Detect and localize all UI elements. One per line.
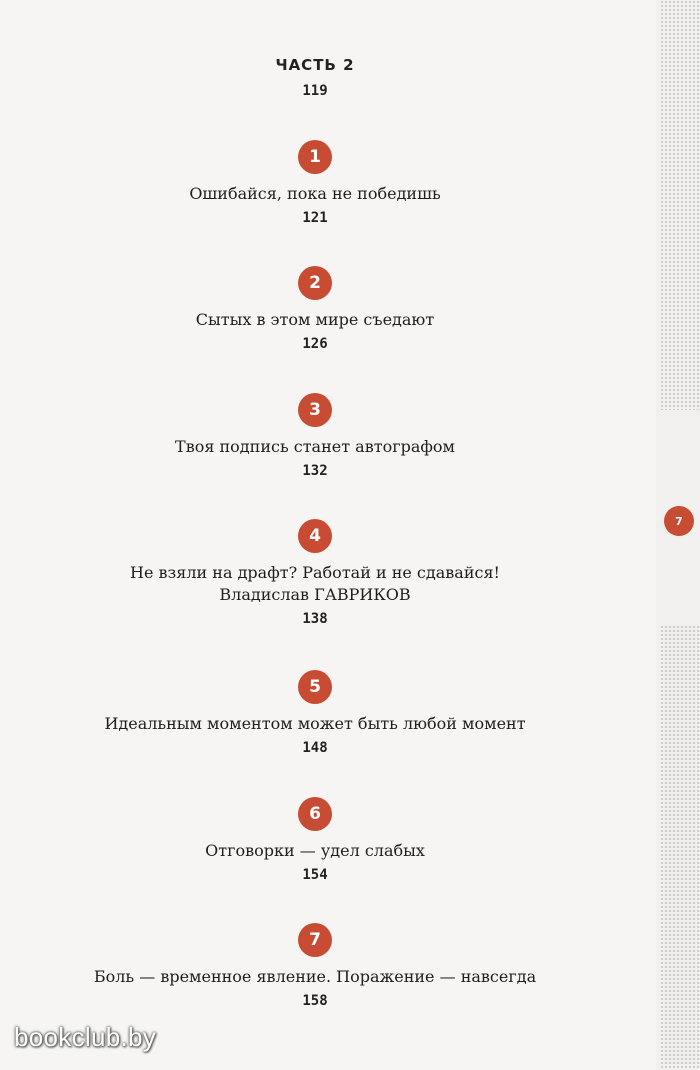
- chapter-page-number: 148: [302, 740, 328, 756]
- chapter-number-badge: 6: [298, 797, 332, 831]
- chapter-page-number: 158: [302, 993, 328, 1009]
- chapter-title-line: Не взяли на драфт? Работай и не сдавайся!: [130, 563, 500, 582]
- chapter-number-badge: 3: [298, 393, 332, 427]
- chapter-number-badge: 1: [298, 140, 332, 174]
- chapter-number-badge: 5: [298, 670, 332, 704]
- chapter-title-line: Сытых в этом мире съедают: [195, 310, 435, 329]
- halftone-pattern: [660, 625, 700, 1070]
- toc-entry-2[interactable]: [0, 266, 630, 352]
- chapter-title: [0, 713, 630, 735]
- chapter-author-line: Владислав ГАВРИКОВ: [219, 585, 411, 604]
- part-page-number: 119: [302, 83, 328, 99]
- chapter-title: [0, 966, 630, 988]
- part-title: ЧАСТЬ 2: [275, 56, 355, 74]
- side-chapter-marker: 7: [664, 506, 694, 536]
- chapter-title-line: Ошибайся, пока не победишь: [189, 184, 441, 203]
- toc-entry-7[interactable]: [0, 923, 630, 1009]
- chapter-title-line: Отговорки — удел слабых: [205, 841, 425, 860]
- chapter-title-line: Идеальным моментом может быть любой момент: [104, 714, 526, 733]
- chapter-number-badge: 2: [298, 266, 332, 300]
- chapter-page-number: 138: [302, 611, 328, 627]
- toc-entry-1[interactable]: [0, 140, 630, 226]
- chapter-title-line: Боль — временное явление. Поражение — навсегда: [93, 967, 537, 986]
- toc-entry-6[interactable]: [0, 797, 630, 883]
- chapter-title: [0, 309, 630, 331]
- chapter-title: [0, 436, 630, 458]
- toc-entry-4[interactable]: [0, 519, 630, 627]
- toc-entry-3[interactable]: [0, 393, 630, 479]
- halftone-pattern: [660, 0, 700, 410]
- chapter-number-badge: 4: [298, 519, 332, 553]
- chapter-number-badge: 7: [298, 923, 332, 957]
- chapter-page-number: 154: [302, 867, 328, 883]
- chapter-page-number: 126: [302, 336, 328, 352]
- chapter-title: [0, 840, 630, 862]
- toc-entry-5[interactable]: [0, 670, 630, 756]
- chapter-title: [0, 183, 630, 205]
- chapter-title-line: Твоя подпись станет автографом: [175, 437, 455, 456]
- chapter-title: [0, 562, 630, 606]
- watermark: bookclub.by: [14, 1022, 157, 1052]
- chapter-page-number: 132: [302, 463, 328, 479]
- chapter-page-number: 121: [302, 210, 328, 226]
